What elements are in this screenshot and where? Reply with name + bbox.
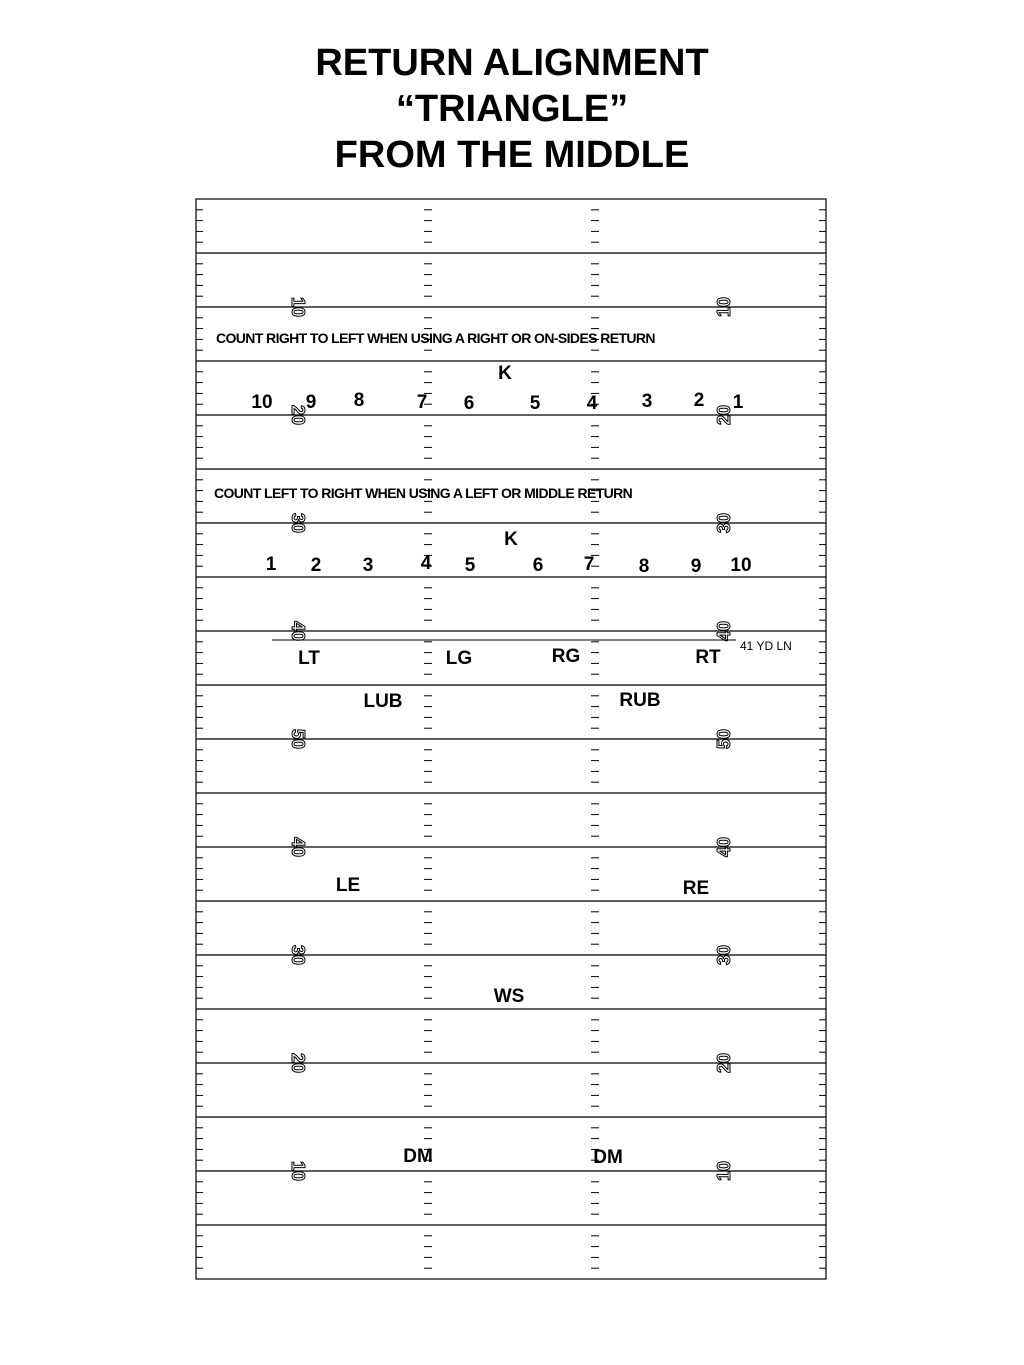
left-count-5: 5 [464,555,476,576]
left-count-1: 1 [265,554,277,575]
player-dm-right: DM [593,1147,623,1168]
player-lub: LUB [363,691,403,712]
right-return-note: COUNT RIGHT TO LEFT WHEN USING A RIGHT OR ON-SIDES RETURN [216,330,655,346]
field-number-right: 40 [714,620,734,642]
player-dm-left: DM [403,1146,433,1167]
left-count-8: 8 [638,556,650,577]
right-count-1: 10 [251,392,273,413]
field-number-right: 10 [714,296,734,318]
field-number-left: 20 [288,404,308,426]
left-count-7: 7 [583,554,595,575]
field-number-left: 30 [288,512,308,534]
player-rg: RG [551,646,581,667]
field-number-right: 20 [714,1052,734,1074]
left-count-3: 3 [362,555,374,576]
field-number-right: 20 [714,404,734,426]
field-number-right: 30 [714,512,734,534]
field-number-left: 40 [288,620,308,642]
title-line-2: “TRIANGLE” [395,88,629,130]
field-number-left: 50 [288,728,308,750]
field-number-left: 20 [288,1052,308,1074]
right-count-6: 5 [529,393,541,414]
left-count-2: 2 [310,555,322,576]
player-re: RE [682,878,710,899]
right-count-9: 2 [693,390,705,411]
player-lt: LT [298,648,320,669]
left-count-4: 4 [420,553,432,574]
field-number-right: 10 [714,1160,734,1182]
left-return-note: COUNT LEFT TO RIGHT WHEN USING A LEFT OR MIDDLE RETURN [214,485,633,501]
field-number-left: 30 [288,944,308,966]
left-count-9: 9 [690,556,702,577]
right-count-5: 6 [463,393,475,414]
title-line-3: FROM THE MIDDLE [334,134,690,176]
field-number-left: 40 [288,836,308,858]
player-rt: RT [695,647,721,668]
right-count-4: 7 [416,392,428,413]
player-ws: WS [493,986,525,1007]
title-line-1: RETURN ALIGNMENT [315,42,709,84]
field-number-right: 30 [714,944,734,966]
kicker-upper: K [498,363,512,384]
right-count-8: 3 [641,391,653,412]
player-le: LE [335,875,361,896]
right-count-2: 9 [305,392,317,413]
yard-line-41-label: 41 YD LN [740,639,792,653]
right-count-10: 1 [732,392,744,413]
field-number-left: 10 [288,296,308,318]
field-number-right: 40 [714,836,734,858]
right-count-3: 8 [353,390,365,411]
right-count-7: 4 [586,393,598,414]
left-count-10: 10 [730,555,752,576]
field-number-left: 10 [288,1160,308,1182]
player-lg: LG [445,648,473,669]
left-count-6: 6 [532,555,544,576]
field-number-right: 50 [714,728,734,750]
kicker-lower: K [504,529,518,550]
player-rub: RUB [619,690,661,711]
